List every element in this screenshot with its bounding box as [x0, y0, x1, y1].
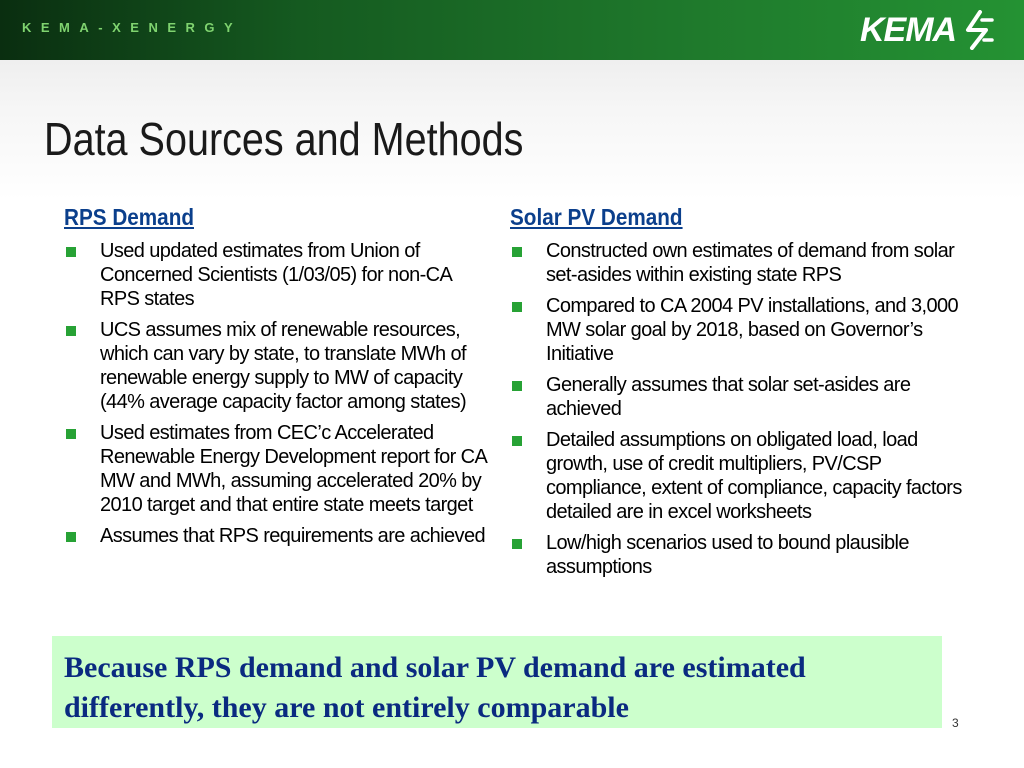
brand-text: KEMA-XENERGY — [22, 20, 243, 35]
bullet-text: Generally assumes that solar set-asides are achieved — [546, 374, 911, 420]
square-bullet-icon — [512, 539, 522, 549]
rps-demand-column — [64, 204, 489, 555]
page-number: 3 — [952, 716, 959, 730]
square-bullet-icon — [66, 532, 76, 542]
square-bullet-icon — [512, 436, 522, 446]
list-item — [510, 428, 980, 524]
logo-wordmark: KEMA — [860, 10, 957, 49]
kema-logo — [860, 8, 1018, 52]
bullet-text: UCS assumes mix of renewable resources, which can vary by state, to translate MWh of renewable energy supply to MW of capacity (44% average capacity factor among states) — [100, 319, 467, 413]
solar-pv-demand-bullets — [510, 239, 980, 579]
bullet-text: Assumes that RPS requirements are achieved — [100, 525, 485, 547]
rps-demand-bullets — [64, 239, 489, 548]
square-bullet-icon — [66, 247, 76, 257]
list-item — [510, 531, 980, 579]
bullet-text: Used estimates from CEC’c Accelerated Renewable Energy Development report for CA MW and MWh, assuming accelerated 20% by 2010 target and that entire state meets target — [100, 422, 487, 516]
solar-pv-demand-heading: Solar PV Demand — [510, 204, 683, 230]
header-bar — [0, 0, 1024, 60]
square-bullet-icon — [512, 302, 522, 312]
list-item — [64, 239, 489, 311]
list-item — [64, 421, 489, 517]
list-item — [510, 294, 980, 366]
square-bullet-icon — [512, 247, 522, 257]
solar-pv-demand-column — [510, 204, 980, 586]
slide-title: Data Sources and Methods — [44, 113, 524, 165]
bullet-text: Detailed assumptions on obligated load, load growth, use of credit multipliers, PV/CSP compliance, extent of compliance, capacity factors detailed are in excel worksheets — [546, 429, 962, 523]
square-bullet-icon — [66, 429, 76, 439]
conclusion-callout: Because RPS demand and solar PV demand are estimated differently, they are not entirely comparable — [52, 636, 942, 728]
bullet-text: Low/high scenarios used to bound plausible assumptions — [546, 532, 909, 578]
bullet-text: Used updated estimates from Union of Concerned Scientists (1/03/05) for non-CA RPS states — [100, 240, 452, 310]
bullet-text: Constructed own estimates of demand from solar set-asides within existing state RPS — [546, 240, 955, 286]
square-bullet-icon — [512, 381, 522, 391]
square-bullet-icon — [66, 326, 76, 336]
bullet-text: Compared to CA 2004 PV installations, and 3,000 MW solar goal by 2018, based on Governor’s Initiative — [546, 295, 959, 365]
list-item — [64, 318, 489, 414]
list-item — [510, 373, 980, 421]
kema-lightning-mark-icon — [960, 10, 994, 50]
list-item — [64, 524, 489, 548]
list-item — [510, 239, 980, 287]
rps-demand-heading: RPS Demand — [64, 204, 194, 230]
